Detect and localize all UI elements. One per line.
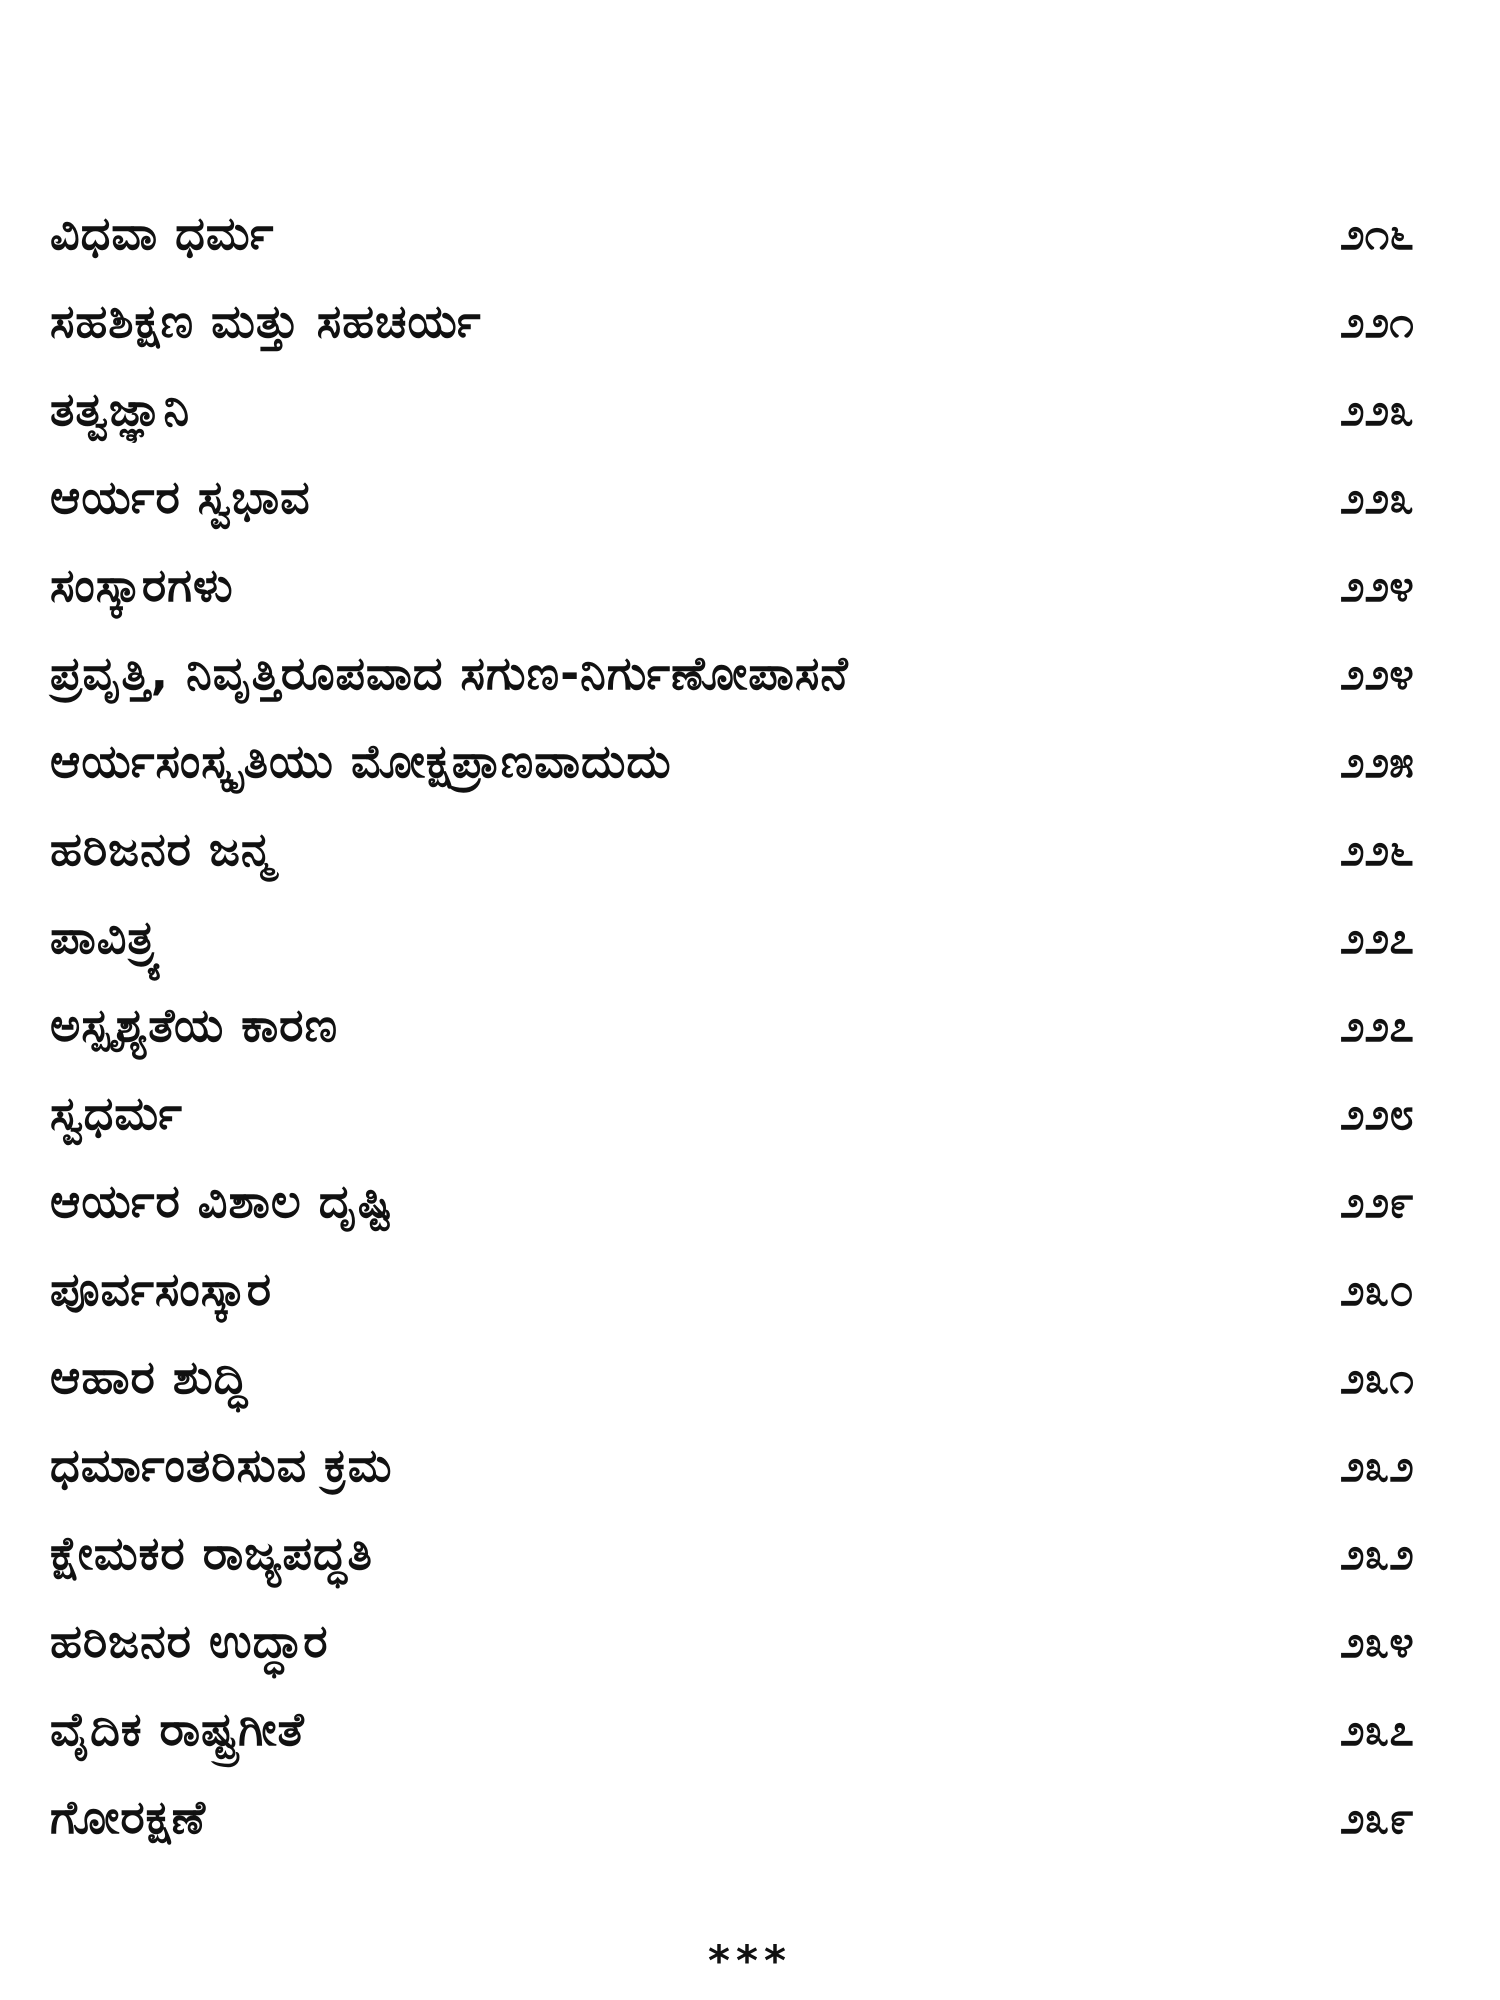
toc-entry [50, 806, 1470, 894]
toc-entry-page: ೨೨೪ [1340, 648, 1414, 700]
toc-entry [50, 1774, 1470, 1862]
toc-entry-title: ವಿಧವಾ ಧರ್ಮ [50, 206, 275, 260]
toc-entry-page: ೨೩೧ [1340, 1352, 1414, 1404]
toc-entry [50, 190, 1470, 278]
toc-entry-title: ಧರ್ಮಾಂತರಿಸುವ ಕ್ರಮ [50, 1438, 393, 1492]
toc-entry-page: ೨೩೪ [1340, 1616, 1414, 1668]
toc-entry [50, 894, 1470, 982]
toc-entry [50, 278, 1470, 366]
toc-entry-page: ೨೨೮ [1340, 1088, 1414, 1140]
section-separator: *** [708, 1936, 792, 1985]
toc-entry-page: ೨೨೫ [1340, 736, 1414, 788]
toc-entry [50, 630, 1470, 718]
toc-entry-page: ೨೨೧ [1340, 296, 1414, 348]
toc-entry-title: ತತ್ವಜ್ಞಾನಿ [50, 382, 191, 436]
toc-entry-page: ೨೩೦ [1340, 1264, 1414, 1316]
toc-entry-title: ಆರ್ಯಸಂಸ್ಕೃತಿಯು ಮೋಕ್ಷಪ್ರಾಣವಾದುದು [50, 734, 672, 788]
toc-entry [50, 1686, 1470, 1774]
toc-entry [50, 1070, 1470, 1158]
toc-entry-title: ಹರಿಜನರ ಜನ್ಮ [50, 822, 274, 876]
table-of-contents [50, 190, 1470, 1862]
toc-entry-title: ಪ್ರವೃತ್ತಿ, ನಿವೃತ್ತಿರೂಪವಾದ ಸಗುಣ-ನಿರ್ಗುಣೋಪಾಸನೆ [50, 646, 849, 700]
toc-entry-title: ಕ್ಷೇಮಕರ ರಾಜ್ಯಪದ್ಧತಿ [50, 1526, 373, 1580]
toc-entry-page: ೨೧೬ [1340, 208, 1414, 260]
toc-entry-title: ಅಸ್ಪೃಶ್ಯತೆಯ ಕಾರಣ [50, 998, 339, 1052]
toc-entry [50, 982, 1470, 1070]
toc-entry-title: ಆರ್ಯರ ಸ್ವಭಾವ [50, 470, 311, 524]
toc-entry-title: ಆರ್ಯರ ವಿಶಾಲ ದೃಷ್ಟಿ [50, 1174, 394, 1228]
toc-entry-page: ೨೩೯ [1340, 1792, 1414, 1844]
toc-entry-title: ಸಂಸ್ಕಾರಗಳು [50, 558, 234, 612]
toc-entry-title: ಆಹಾರ ಶುದ್ಧಿ [50, 1350, 249, 1404]
toc-entry [50, 1422, 1470, 1510]
toc-entry-page: ೨೩೨ [1340, 1528, 1414, 1580]
toc-entry-title: ವೈದಿಕ ರಾಷ್ಟ್ರಗೀತೆ [50, 1702, 305, 1756]
toc-entry-page: ೨೩೭ [1340, 1704, 1414, 1756]
toc-entry-page: ೨೨೪ [1340, 560, 1414, 612]
toc-entry [50, 1246, 1470, 1334]
toc-entry [50, 1598, 1470, 1686]
toc-entry [50, 366, 1470, 454]
toc-entry [50, 718, 1470, 806]
toc-entry [50, 1158, 1470, 1246]
toc-entry [50, 542, 1470, 630]
toc-entry-title: ಪೂರ್ವಸಂಸ್ಕಾರ [50, 1262, 273, 1316]
toc-entry [50, 454, 1470, 542]
toc-entry [50, 1334, 1470, 1422]
toc-entry-title: ಸ್ವಧರ್ಮ [50, 1086, 183, 1140]
toc-entry-title: ಹರಿಜನರ ಉದ್ಧಾರ [50, 1614, 329, 1668]
toc-entry-title: ಸಹಶಿಕ್ಷಣ ಮತ್ತು ಸಹಚರ್ಯ [50, 294, 482, 348]
toc-entry [50, 1510, 1470, 1598]
toc-entry-page: ೨೨೩ [1340, 384, 1414, 436]
toc-entry-title: ಪಾವಿತ್ರ್ಯ [50, 910, 163, 964]
toc-entry-page: ೨೨೬ [1340, 824, 1414, 876]
toc-entry-page: ೨೨೭ [1340, 1000, 1414, 1052]
toc-entry-page: ೨೨೭ [1340, 912, 1414, 964]
toc-entry-page: ೨೨೩ [1340, 472, 1414, 524]
toc-entry-page: ೨೨೯ [1340, 1176, 1414, 1228]
toc-entry-title: ಗೋರಕ್ಷಣೆ [50, 1790, 207, 1844]
toc-entry-page: ೨೩೨ [1340, 1440, 1414, 1492]
